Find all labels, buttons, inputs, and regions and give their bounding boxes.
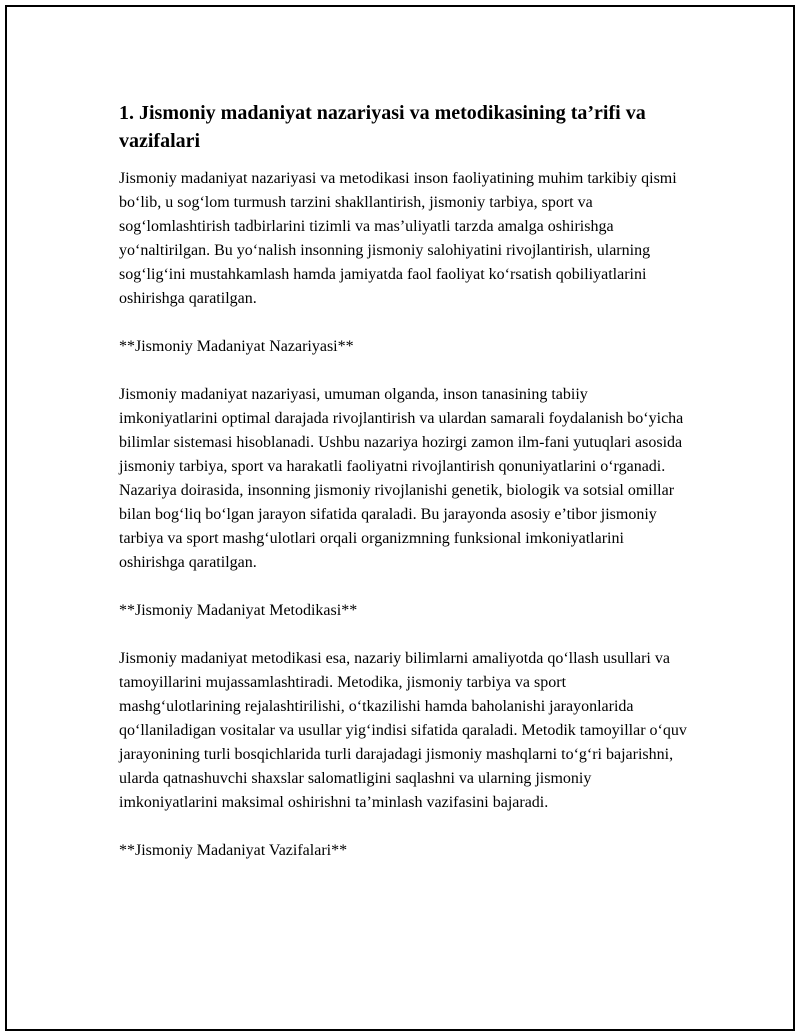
subheading-vazifalari: **Jismoniy Madaniyat Vazifalari** — [119, 842, 348, 859]
subheading-metodikasi: **Jismoniy Madaniyat Metodikasi** — [119, 602, 358, 619]
subheading-nazariyasi: **Jismoniy Madaniyat Nazariyasi** — [119, 338, 354, 355]
metodikasi-paragraph: Jismoniy madaniyat metodikasi esa, nazariy bilimlarni amaliyotda qoʻllash usullari va tamoyillarini mujassamlashtiradi. Metodika, jismoniy tarbiya va sport mashgʻulotlarining rejalashtirilishi, oʻtkazilishi hamda baholanishi jarayonlarida qoʻllaniladigan vositalar va usullar yigʻindisi sifatida qaraladi. Metodik tamoyillar oʻquv jarayonining turli bosqichlarida turli darajadagi jismoniy mashqlarni toʻgʻri bajarishni, ularda qatnashuvchi shaxslar salomatligini saqlashni va ularning jismoniy imkoniyatlarini maksimal oshirishni ta’minlash vazifasini bajaradi. — [119, 650, 687, 811]
intro-paragraph: Jismoniy madaniyat nazariyasi va metodikasi inson faoliyatining muhim tarkibiy qismi boʻlib, u sogʻlom turmush tarzini shakllantirish, jismoniy tarbiya, sport va sogʻlomlashtirish tadbirlarini tizimli va mas’uliyatli tarzda amalga oshirishga yoʻnaltirilgan. Bu yoʻnalish insonning jismoniy salohiyatini rivojlantirish, ularning sogʻligʻini mustahkamlash hamda jamiyatda faol faoliyat koʻrsatish qobiliyatlarini oshirishga qaratilgan. — [119, 170, 677, 307]
page-frame — [5, 5, 795, 1031]
document-body — [119, 99, 689, 887]
nazariyasi-paragraph: Jismoniy madaniyat nazariyasi, umuman olganda, inson tanasining tabiiy imkoniyatlarini optimal darajada rivojlantirish va ulardan samarali foydalanish boʻyicha bilimlar sistemasi hisoblanadi. Ushbu nazariya hozirgi zamon ilm-fani yutuqlari asosida jismoniy tarbiya, sport va harakatli faoliyatni rivojlantirish qonuniyatlarini oʻrganadi. Nazariya doirasida, insonning jismoniy rivojlanishi genetik, biologik va sotsial omillar bilan bogʻliq boʻlgan jarayon sifatida qaraladi. Bu jarayonda asosiy e’tibor jismoniy tarbiya va sport mashgʻulotlari orqali organizmning funksional imkoniyatlarini oshirishga qaratilgan. — [119, 386, 684, 571]
section-heading: 1. Jismoniy madaniyat nazariyasi va metodikasining ta’rifi va vazifalari — [119, 102, 646, 152]
